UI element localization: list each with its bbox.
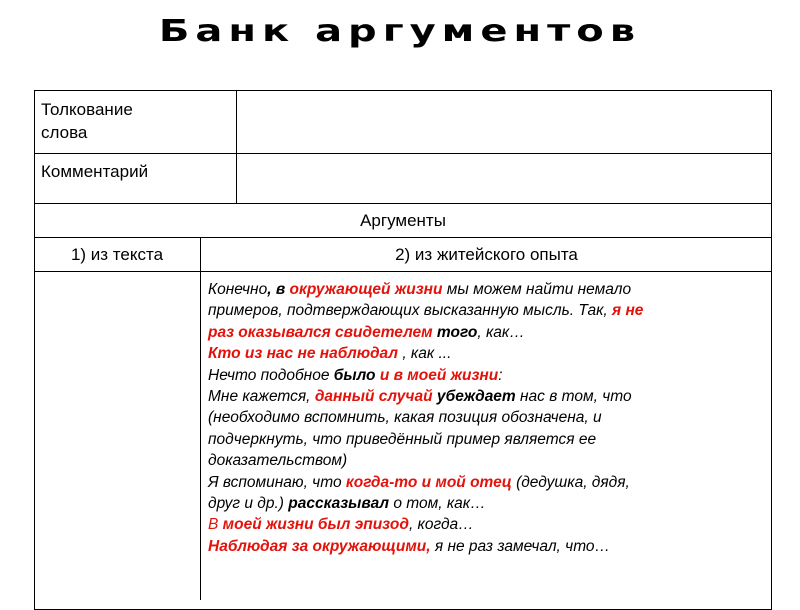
phrase-segment: убеждает: [436, 388, 516, 406]
phrase-line: [208, 472, 766, 493]
phrase-line: [208, 322, 766, 343]
phrase-line: [208, 536, 766, 557]
phrase-segment: , когда…: [408, 516, 474, 534]
col-life-experience-header: 2) из житейского опыта: [395, 245, 578, 264]
phrase-line: [208, 493, 766, 514]
phrase-segment: нас в том, что: [515, 388, 632, 406]
phrase-line: [208, 450, 766, 471]
phrase-line: [208, 343, 766, 364]
phrase-segment: подчеркнуть, что приведённый пример является ее: [208, 430, 597, 448]
phrase-segment: Мне кажется,: [208, 388, 315, 406]
phrase-segment: друг и др.): [208, 495, 289, 513]
phrase-segment: окружающими,: [312, 537, 431, 555]
phrase-segment: было: [333, 366, 376, 384]
phrase-segment: окружающей жизни: [289, 281, 443, 298]
row-divider: [34, 237, 772, 238]
phrase-line: [208, 386, 766, 407]
comment-label: Комментарий: [41, 162, 149, 181]
col-from-text-header: 1) из текста: [70, 245, 164, 264]
row-divider: [34, 203, 772, 204]
phrase-segment: рассказывал: [288, 495, 390, 513]
phrase-segment: я не раз замечал, что…: [430, 537, 611, 555]
phrase-segment: :: [498, 366, 503, 384]
phrase-segment: (необходимо вспомнить, какая позиция обозначена, и: [208, 409, 602, 427]
phrase-segment: раз оказывался свидетелем: [208, 323, 433, 341]
phrase-segment: Наблюдая за: [208, 537, 313, 555]
comment-value[interactable]: [237, 154, 771, 203]
phrase-segment: данный случай: [314, 388, 433, 406]
phrase-segment: , как…: [477, 323, 525, 341]
phrase-line: [208, 429, 766, 450]
phrase-segment: Нечто подобное: [208, 366, 334, 384]
phrase-segment: , как ...: [398, 345, 452, 363]
phrase-segment: моей жизни был эпизод: [222, 516, 409, 534]
phrase-line: [208, 300, 766, 321]
life-experience-phrases: [208, 279, 766, 557]
phrase-line: [208, 407, 766, 428]
phrase-segment: примеров, подтверждающих высказанную мысль. Так,: [208, 302, 613, 320]
page-title: Банк аргументов: [158, 14, 642, 49]
phrase-line: [208, 279, 766, 300]
column-divider: [200, 237, 201, 600]
phrase-segment: Конечно: [208, 281, 268, 298]
phrase-segment: того: [436, 323, 478, 341]
interpretation-value[interactable]: [237, 91, 771, 153]
phrase-segment: , в: [267, 281, 290, 298]
phrase-line: [208, 365, 766, 386]
phrase-segment: (дедушка, дядя,: [511, 473, 630, 491]
phrase-segment: когда-то и мой отец: [345, 473, 512, 491]
arguments-header: Аргументы: [360, 211, 446, 230]
phrase-segment: я не: [612, 302, 644, 320]
phrase-segment: доказательством): [208, 452, 348, 470]
phrase-segment: В: [208, 516, 223, 534]
phrase-segment: о том, как…: [389, 495, 486, 513]
phrase-segment: Кто из нас не наблюдал: [208, 345, 399, 363]
from-text-cell[interactable]: [35, 272, 200, 600]
phrase-segment: Я вспоминаю, что: [208, 473, 346, 491]
phrase-line: [208, 514, 766, 535]
interpretation-label: Толкование слова: [41, 100, 133, 142]
phrase-segment: мы можем найти немало: [442, 281, 632, 298]
phrase-segment: и в моей жизни: [379, 366, 499, 384]
